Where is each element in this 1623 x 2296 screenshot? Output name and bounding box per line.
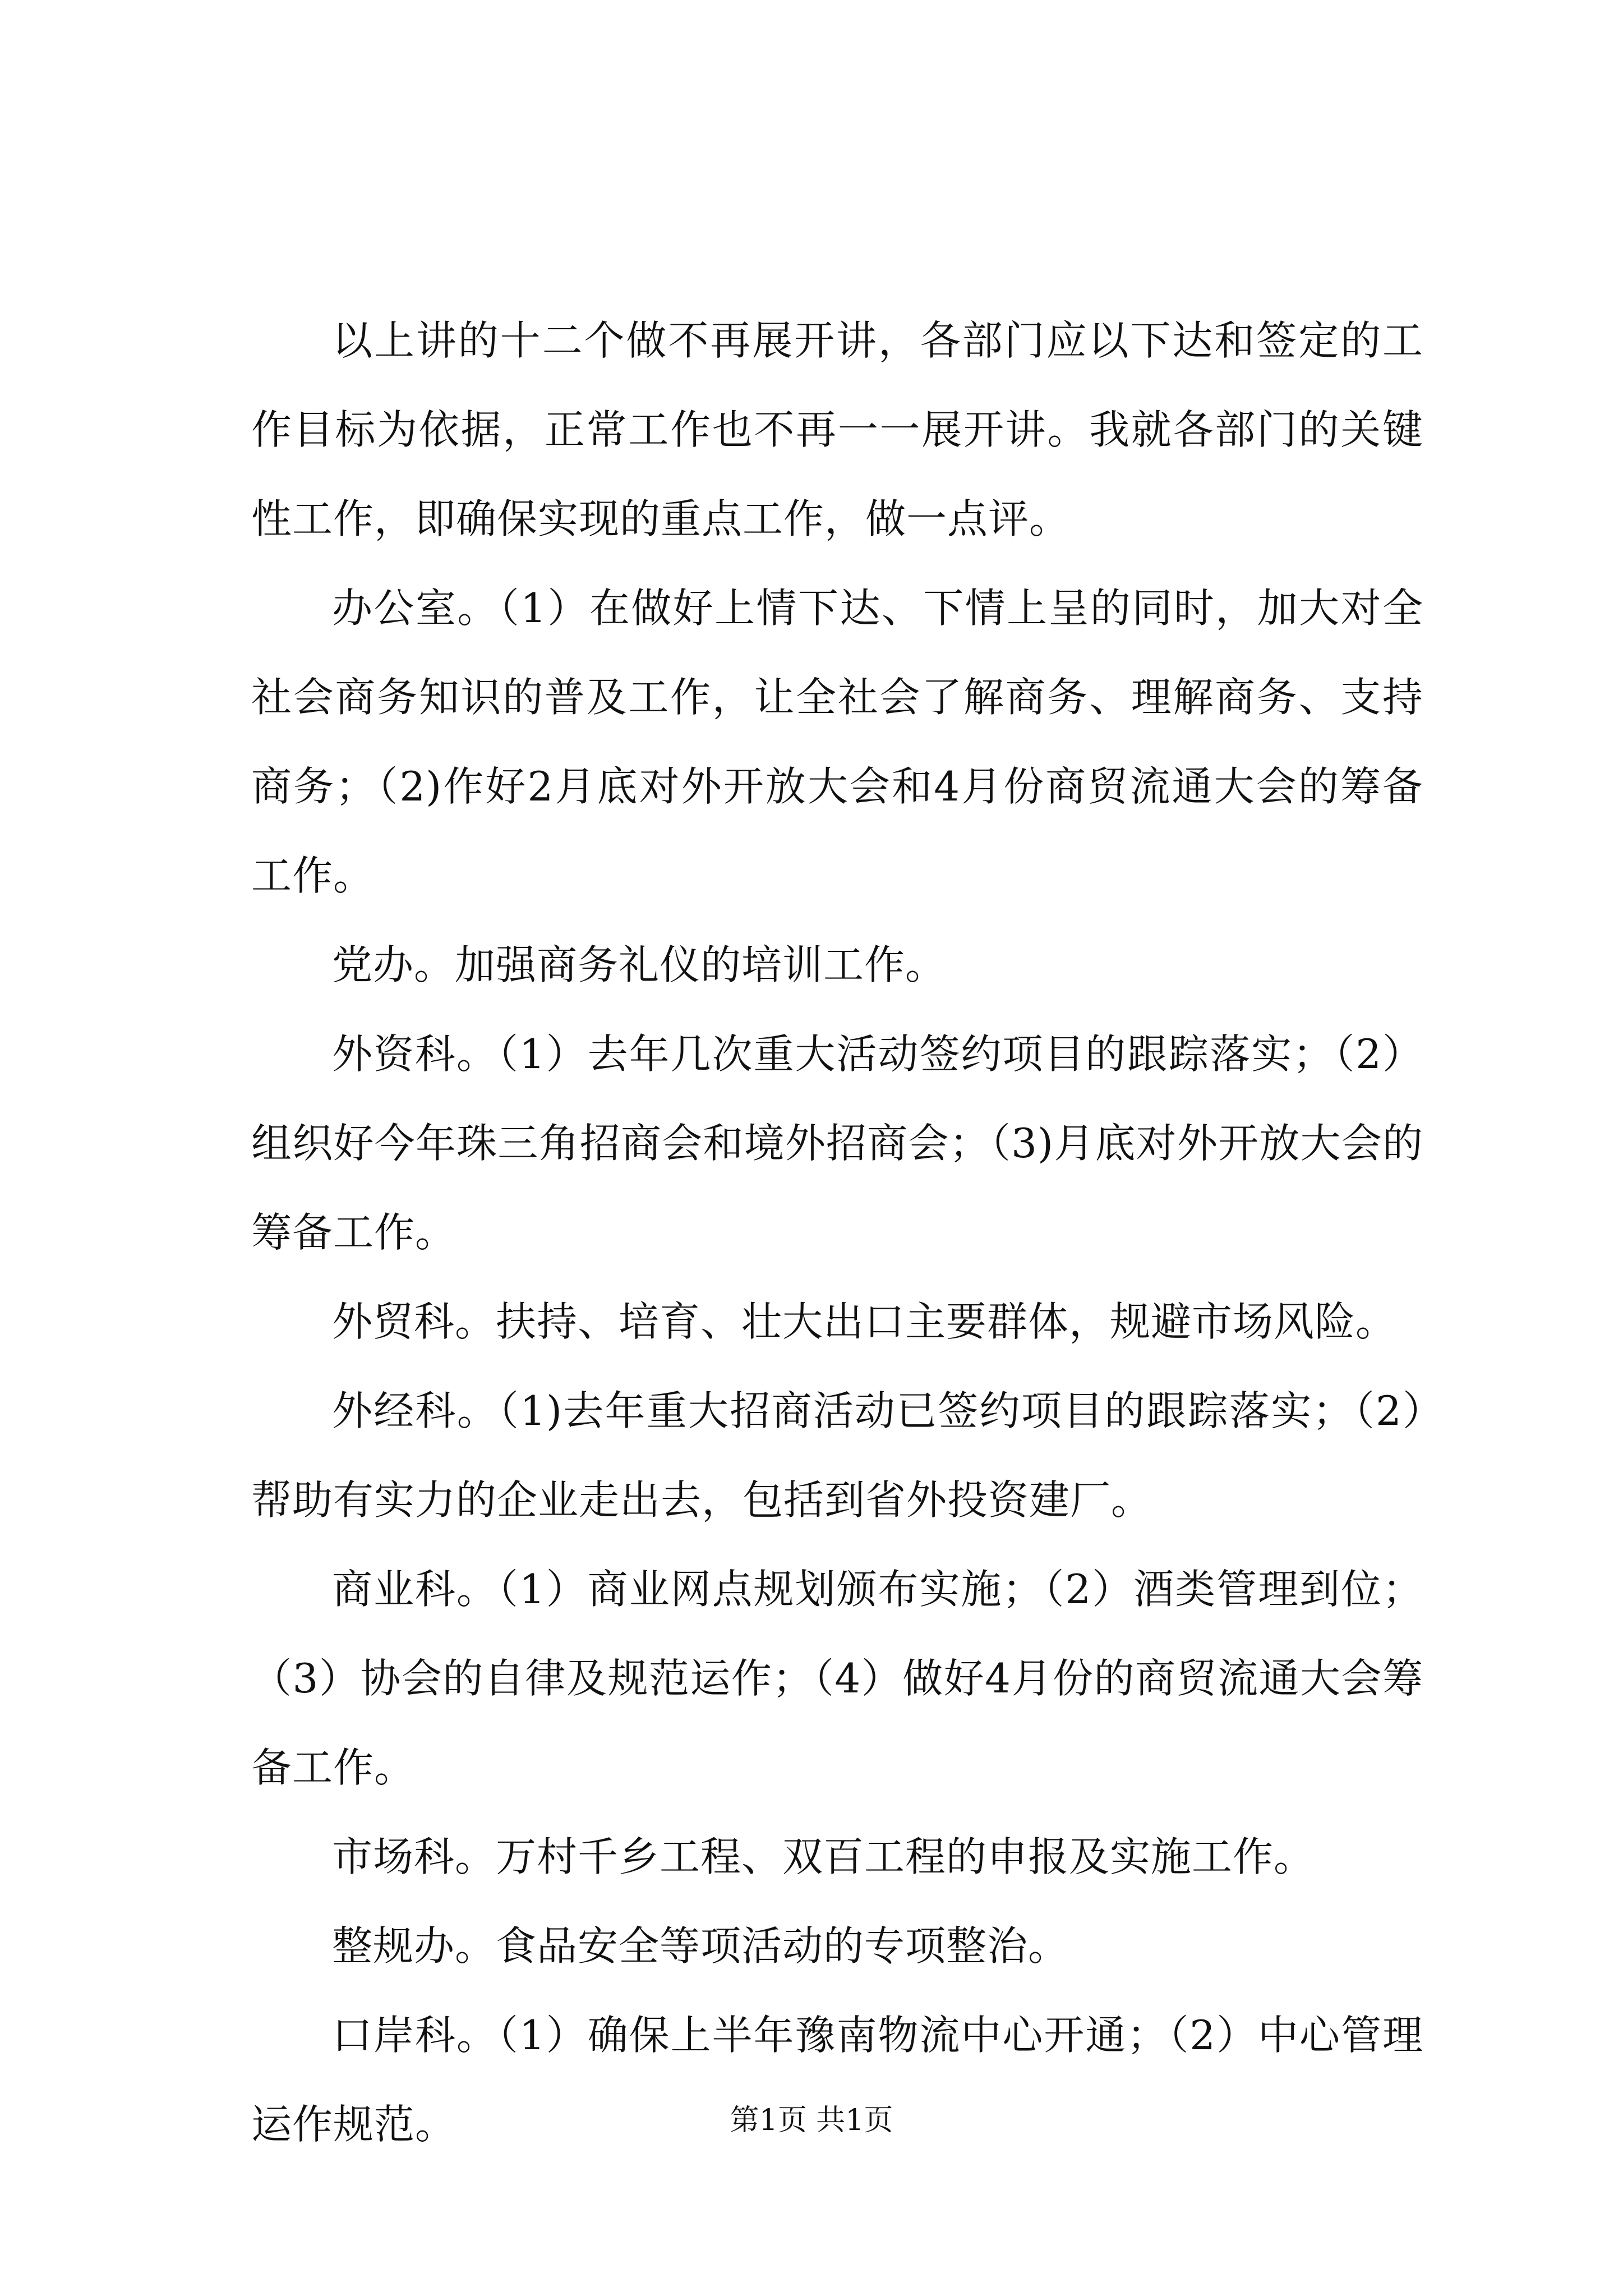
paragraph-foreign-trade: 外贸科。扶持、培育、壮大出口主要群体，规避市场风险。 [332, 1298, 1397, 1345]
page-number-footer: 第1页 共1页 [730, 2104, 893, 2137]
paragraph-foreign-economic: 外经科。（1)去年重大招商活动已签约项目的跟踪落实；（2）帮助有实力的企业走出去，包括到省外投资建厂。 [251, 1387, 1423, 1524]
paragraph-port: 口岸科。（1）确保上半年豫南物流中心开通；（2）中心管理运作规范。 [251, 2012, 1423, 2148]
paragraph-regulation-office: 整规办。食品安全等项活动的专项整治。 [332, 1922, 1069, 1970]
paragraph-office: 办公室。（1）在做好上情下达、下情上呈的同时，加大对全社会商务知识的普及工作，让全社会了解商务、理解商务、支持商务；（2)作好2月底对外开放大会和4月份商贸流通大会的筹备工作。 [251, 585, 1423, 899]
paragraph-market: 市场科。万村千乡工程、双百工程的申报及实施工作。 [332, 1833, 1315, 1880]
paragraph-foreign-capital: 外资科。（1）去年几次重大活动签约项目的跟踪落实；（2）组织好今年珠三角招商会和境外招商会；（3)月底对外开放大会的筹备工作。 [251, 1030, 1423, 1256]
paragraph-commerce: 商业科。（1）商业网点规划颁布实施；（2）酒类管理到位；（3）协会的自律及规范运作；（4）做好4月份的商贸流通大会筹备工作。 [251, 1566, 1423, 1791]
paragraph-intro: 以上讲的十二个做不再展开讲，各部门应以下达和签定的工作目标为依据，正常工作也不再一一展开讲。我就各部门的关键性工作，即确保实现的重点工作，做一点评。 [251, 317, 1423, 542]
paragraph-party-office: 党办。加强商务礼仪的培训工作。 [332, 941, 947, 988]
document-body [251, 296, 1423, 2169]
